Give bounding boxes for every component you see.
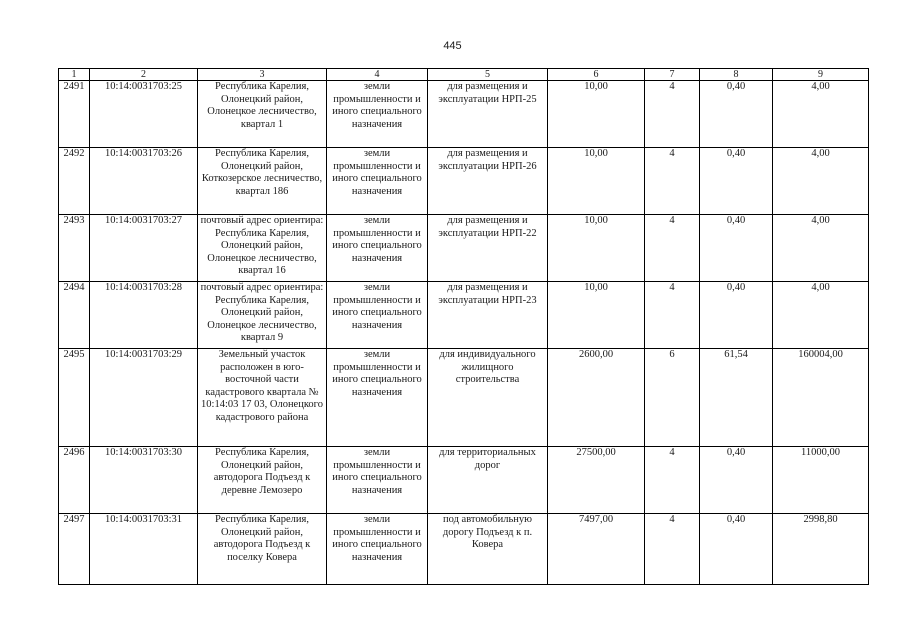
cadastral-number-cell: 10:14:0031703:27 [90, 215, 198, 282]
location-cell: почтовый адрес ориентира: Республика Карелия, Олонецкий район, Олонецкое лесничество, квартал 9 [198, 282, 327, 349]
table-row [59, 447, 869, 514]
table-row [59, 81, 869, 148]
column-header: 4 [327, 69, 428, 81]
area-cell: 2600,00 [548, 349, 645, 447]
row-number-cell: 2496 [59, 447, 90, 514]
permitted-use-cell: под автомобильную дорогу Подъезд к п. Ковера [428, 514, 548, 585]
location-cell: Земельный участок расположен в юго-восточной части кадастрового квартала № 10:14:03 17 03, Олонецкого кадастрового района [198, 349, 327, 447]
row-number-cell: 2493 [59, 215, 90, 282]
column-numbers-row [59, 69, 869, 81]
permitted-use-cell: для размещения и эксплуатации НРП-23 [428, 282, 548, 349]
location-cell: почтовый адрес ориентира: Республика Карелия, Олонецкий район, Олонецкое лесничество, квартал 16 [198, 215, 327, 282]
table-row [59, 349, 869, 447]
area-cell: 7497,00 [548, 514, 645, 585]
cadastral-number-cell: 10:14:0031703:31 [90, 514, 198, 585]
permitted-use-cell: для территориальных дорог [428, 447, 548, 514]
permitted-use-cell: для размещения и эксплуатации НРП-25 [428, 81, 548, 148]
area-cell: 27500,00 [548, 447, 645, 514]
location-cell: Республика Карелия, Олонецкий район, автодорога Подъезд к деревне Лемозеро [198, 447, 327, 514]
land-category-cell: земли промышленности и иного специального назначения [327, 215, 428, 282]
table-row [59, 148, 869, 215]
land-category-cell: земли промышленности и иного специального назначения [327, 514, 428, 585]
area-cell: 10,00 [548, 215, 645, 282]
column-7-cell: 6 [645, 349, 700, 447]
location-cell: Республика Карелия, Олонецкий район, автодорога Подъезд к поселку Ковера [198, 514, 327, 585]
column-8-cell: 0,40 [700, 215, 773, 282]
location-cell: Республика Карелия, Олонецкий район, Олонецкое лесничество, квартал 1 [198, 81, 327, 148]
cadastral-number-cell: 10:14:0031703:29 [90, 349, 198, 447]
column-header: 5 [428, 69, 548, 81]
column-header: 9 [773, 69, 869, 81]
area-cell: 10,00 [548, 81, 645, 148]
column-8-cell: 0,40 [700, 447, 773, 514]
land-plots-table [58, 68, 869, 585]
column-header: 2 [90, 69, 198, 81]
land-category-cell: земли промышленности и иного специального назначения [327, 81, 428, 148]
column-9-cell: 4,00 [773, 81, 869, 148]
column-9-cell: 4,00 [773, 282, 869, 349]
land-category-cell: земли промышленности и иного специального назначения [327, 148, 428, 215]
land-category-cell: земли промышленности и иного специального назначения [327, 282, 428, 349]
table-row [59, 215, 869, 282]
cadastral-number-cell: 10:14:0031703:30 [90, 447, 198, 514]
page-number: 445 [443, 40, 462, 52]
column-8-cell: 0,40 [700, 148, 773, 215]
column-header: 1 [59, 69, 90, 81]
row-number-cell: 2491 [59, 81, 90, 148]
area-cell: 10,00 [548, 148, 645, 215]
column-7-cell: 4 [645, 148, 700, 215]
column-8-cell: 0,40 [700, 81, 773, 148]
column-9-cell: 11000,00 [773, 447, 869, 514]
column-8-cell: 0,40 [700, 514, 773, 585]
row-number-cell: 2497 [59, 514, 90, 585]
column-header: 8 [700, 69, 773, 81]
column-9-cell: 2998,80 [773, 514, 869, 585]
row-number-cell: 2492 [59, 148, 90, 215]
column-9-cell: 160004,00 [773, 349, 869, 447]
column-7-cell: 4 [645, 447, 700, 514]
column-8-cell: 61,54 [700, 349, 773, 447]
row-number-cell: 2494 [59, 282, 90, 349]
table-row [59, 282, 869, 349]
location-cell: Республика Карелия, Олонецкий район, Коткозерское лесничество, квартал 186 [198, 148, 327, 215]
cadastral-number-cell: 10:14:0031703:26 [90, 148, 198, 215]
row-number-cell: 2495 [59, 349, 90, 447]
column-7-cell: 4 [645, 215, 700, 282]
permitted-use-cell: для индивидуального жилищного строительства [428, 349, 548, 447]
column-header: 3 [198, 69, 327, 81]
permitted-use-cell: для размещения и эксплуатации НРП-26 [428, 148, 548, 215]
column-9-cell: 4,00 [773, 148, 869, 215]
permitted-use-cell: для размещения и эксплуатации НРП-22 [428, 215, 548, 282]
land-category-cell: земли промышленности и иного специального назначения [327, 447, 428, 514]
column-9-cell: 4,00 [773, 215, 869, 282]
cadastral-number-cell: 10:14:0031703:28 [90, 282, 198, 349]
column-7-cell: 4 [645, 514, 700, 585]
column-7-cell: 4 [645, 81, 700, 148]
cadastral-number-cell: 10:14:0031703:25 [90, 81, 198, 148]
table-row [59, 514, 869, 585]
column-8-cell: 0,40 [700, 282, 773, 349]
column-header: 6 [548, 69, 645, 81]
column-header: 7 [645, 69, 700, 81]
land-category-cell: земли промышленности и иного специального назначения [327, 349, 428, 447]
column-7-cell: 4 [645, 282, 700, 349]
area-cell: 10,00 [548, 282, 645, 349]
